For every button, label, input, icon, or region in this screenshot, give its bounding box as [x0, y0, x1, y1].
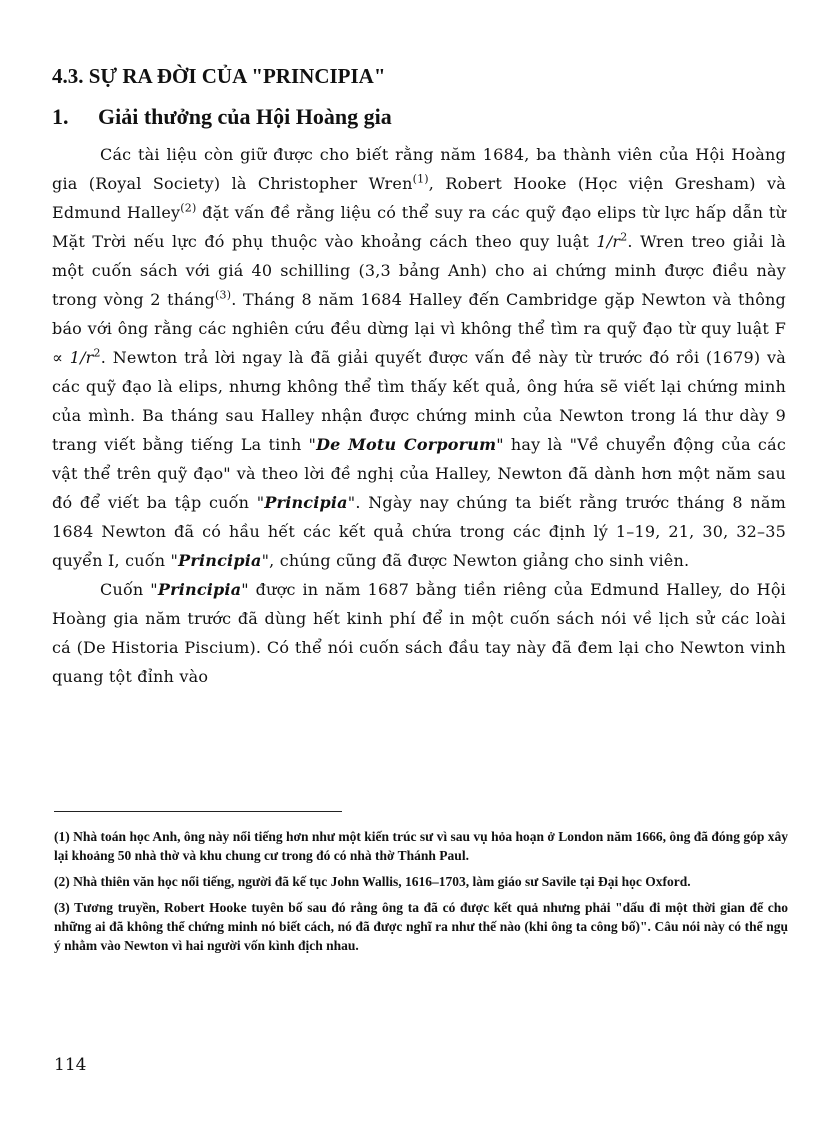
- section-number: 1.: [52, 104, 69, 129]
- p1-text: ", chúng cũng đã được Newton giảng cho sinh viên.: [261, 551, 690, 570]
- p1-text: ". Ngày nay chúng ta biết rằng trước tháng 8 năm 1684 Newton đã có hầu hết các kết quả chứa trong các định lý 1–19, 21, 30, 32–35 quyển I, cuốn ": [52, 493, 786, 570]
- footnote-divider: [54, 811, 342, 812]
- section-title: Giải thưởng của Hội Hoàng gia: [98, 104, 392, 129]
- paragraph-2: [52, 575, 786, 691]
- work-title: Principia: [178, 551, 262, 570]
- p2-text: Cuốn ": [100, 580, 158, 599]
- footnote-3: (3) Tương truyền, Robert Hooke tuyên bố sau đó rằng ông ta đã có được kết quả nhưng phải "dấu đi một thời gian để cho những ai đã không thể chứng minh nó biết cách, nó đã được nghĩ ra như thế nào (khi ông ta công bố)". Câu nói này có thể ngụ ý nhằm vào Newton vì hai người vốn kình địch nhau.: [54, 900, 788, 953]
- body-text: [52, 140, 786, 691]
- footnotes: [54, 827, 788, 962]
- footnote-ref-2: (2): [180, 201, 197, 215]
- p1-text: đặt vấn đề rằng liệu có thể suy ra các quỹ đạo elips từ lực hấp dẫn từ Mặt Trời nếu lực đó phụ thuộc vào khoảng cách theo quy luật: [52, 203, 786, 251]
- work-title: Principia: [157, 580, 242, 599]
- chapter-heading: 4.3. SỰ RA ĐỜI CỦA "PRINCIPIA": [52, 64, 386, 88]
- inverse-square-law: 1/r: [596, 232, 621, 251]
- p1-text: , Robert Hooke (Học viện Gresham) và Edmund Halley: [52, 174, 786, 222]
- p1-text: Các tài liệu còn giữ được cho biết rằng năm 1684, ba thành viên của Hội Hoàng gia (Royal Society) là Christopher Wren: [52, 145, 786, 193]
- inverse-square-law: 1/r: [69, 348, 94, 367]
- p1-text: " hay là "Về chuyển động của các vật thể trên quỹ đạo" và theo lời đề nghị của Halley, Newton đã dành hơn một năm sau đó để viết ba tập cuốn ": [52, 435, 786, 512]
- footnote-1: (1) Nhà toán học Anh, ông này nổi tiếng hơn như một kiến trúc sư vì sau vụ hỏa hoạn ở London năm 1666, ông đã đóng góp xây lại khoảng 50 nhà thờ và khu chung cư trong đó có nhà thờ Thánh Paul.: [54, 829, 788, 863]
- footnote-ref-3: (3): [215, 288, 232, 302]
- footnote-2: (2) Nhà thiên văn học nổi tiếng, người đã kế tục John Wallis, 1616–1703, làm giáo sư Savile tại Đại học Oxford.: [54, 874, 691, 889]
- exponent: 2: [620, 230, 628, 244]
- p1-text: . Wren treo giải là một cuốn sách với giá 40 schilling (3,3 bảng Anh) cho ai chứng minh được điều này trong vòng 2 tháng: [52, 232, 787, 309]
- page-number: 114: [54, 1055, 87, 1075]
- p1-text: . Tháng 8 năm 1684 Halley đến Cambridge gặp Newton và thông báo với ông rằng các nghiên cứu đều dừng lại vì không thể tìm ra quỹ đạo từ quy luật F ∝: [52, 290, 786, 367]
- work-title: De Motu Corporum: [316, 435, 497, 454]
- paragraph-1: [52, 140, 786, 575]
- work-title: Principia: [264, 493, 348, 512]
- p2-text: " được in năm 1687 bằng tiền riêng của Edmund Halley, do Hội Hoàng gia năm trước đã dùng hết kinh phí để in một cuốn sách nói về lịch sử các loài cá (De Historia Piscium). Có thể nói cuốn sách đầu tay này đã đem lại cho Newton vinh quang tột đỉnh vào: [52, 580, 786, 686]
- exponent: 2: [93, 346, 101, 360]
- section-heading: [52, 104, 392, 130]
- p1-text: . Newton trả lời ngay là đã giải quyết được vấn đề này từ trước đó rồi (1679) và các quỹ đạo là elips, nhưng không thể tìm thấy kết quả, ông hứa sẽ viết lại chứng minh của mình. Ba tháng sau Halley nhận được chứng minh của Newton trong lá thư dày 9 trang viết bằng tiếng La tinh ": [52, 348, 786, 454]
- footnote-ref-1: (1): [412, 172, 429, 186]
